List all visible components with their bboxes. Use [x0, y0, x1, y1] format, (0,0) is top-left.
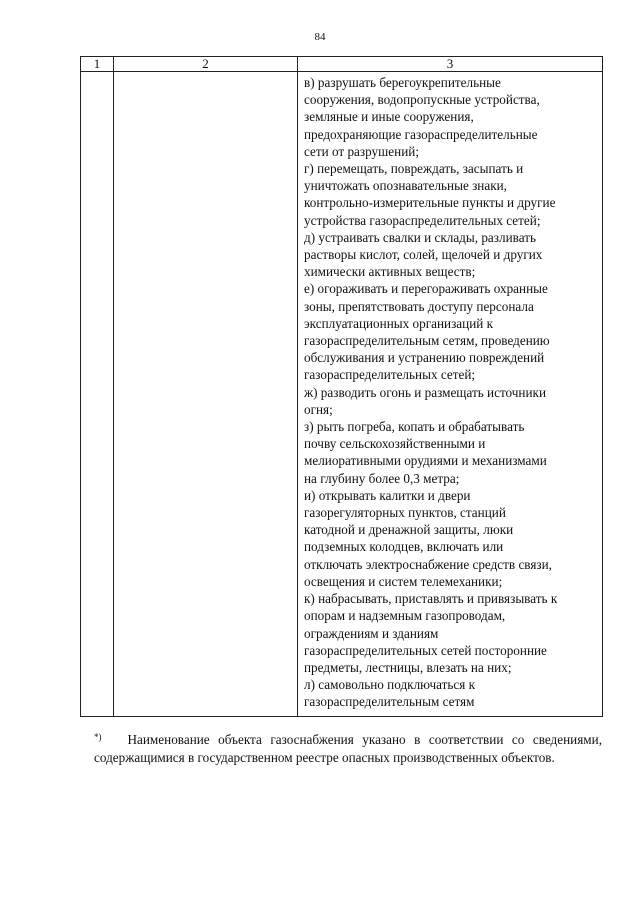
text-line: газораспределительных сетей; — [304, 367, 476, 383]
text-line: на глубину более 0,3 метра; — [304, 470, 460, 486]
text-line: л) самовольно подключаться к — [304, 677, 476, 693]
text-line: устройства газораспределительных сетей; — [304, 212, 541, 228]
text-line: газораспределительным сетям — [304, 694, 475, 710]
footnote-text: Наименование объекта газоснабжения указано в соответствии со сведениями, содержащимися в государственном реестре опасных производственных объектов. — [94, 732, 602, 765]
text-line: земляные и иные сооружения, — [304, 109, 474, 125]
footnote-marker: *) — [94, 732, 102, 742]
text-line: в) разрушать берегоукрепительные — [304, 75, 501, 90]
table-cell-col3 — [298, 72, 603, 717]
footnote — [80, 731, 602, 767]
table-row — [81, 72, 603, 717]
text-line: эксплуатационных организаций к — [304, 315, 494, 331]
text-line: д) устраивать свалки и склады, разливать — [304, 229, 536, 245]
text-line: к) набрасывать, приставлять и привязывать к — [304, 591, 558, 607]
prohibitions-list — [298, 72, 602, 711]
text-line: предохраняющие газораспределительные — [304, 126, 538, 142]
text-line: катодной и дренажной защиты, люки — [304, 522, 514, 538]
text-line: газораспределительным сетям, проведению — [304, 333, 550, 349]
text-line: огня; — [304, 401, 333, 417]
table-header-row — [81, 57, 603, 72]
text-line: мелиоративными орудиями и механизмами — [304, 453, 547, 469]
text-line: газорегуляторных пунктов, станций — [304, 505, 506, 521]
text-line: предметы, лестницы, влезать на них; — [304, 659, 512, 675]
table-cell-col2 — [114, 72, 298, 717]
text-line: ограждениям и зданиям — [304, 625, 439, 641]
document-table — [80, 56, 603, 717]
text-line: г) перемещать, повреждать, засыпать и — [304, 161, 524, 177]
text-line: и) открывать калитки и двери — [304, 487, 471, 503]
text-line: почву сельскохозяйственными и — [304, 436, 486, 452]
text-line: опорам и надземным газопроводам, — [304, 608, 506, 624]
text-line: химически активных веществ; — [304, 264, 476, 280]
text-line: газораспределительных сетей посторонние — [304, 642, 547, 658]
text-line: з) рыть погреба, копать и обрабатывать — [304, 419, 525, 435]
text-line: уничтожать опознавательные знаки, — [304, 178, 507, 194]
text-line: освещения и систем телемеханики; — [304, 573, 503, 589]
column-header-3: 3 — [298, 57, 603, 72]
page-number: 84 — [314, 31, 326, 43]
column-header-1: 1 — [81, 57, 114, 72]
text-line: подземных колодцев, включать или — [304, 539, 504, 555]
text-line: контрольно-измерительные пункты и другие — [304, 195, 556, 211]
text-line: обслуживания и устранению повреждений — [304, 350, 545, 366]
text-line: сети от разрушений; — [304, 143, 419, 159]
table-cell-col1 — [81, 72, 114, 717]
text-line: ж) разводить огонь и размещать источники — [304, 384, 547, 400]
text-line: е) огораживать и перегораживать охранные — [304, 281, 548, 297]
text-line: растворы кислот, солей, щелочей и других — [304, 247, 543, 263]
text-line: сооружения, водопропускные устройства, — [304, 92, 540, 108]
text-line: отключать электроснабжение средств связи, — [304, 556, 552, 572]
text-line: зоны, препятствовать доступу персонала — [304, 298, 534, 314]
column-header-2: 2 — [114, 57, 298, 72]
